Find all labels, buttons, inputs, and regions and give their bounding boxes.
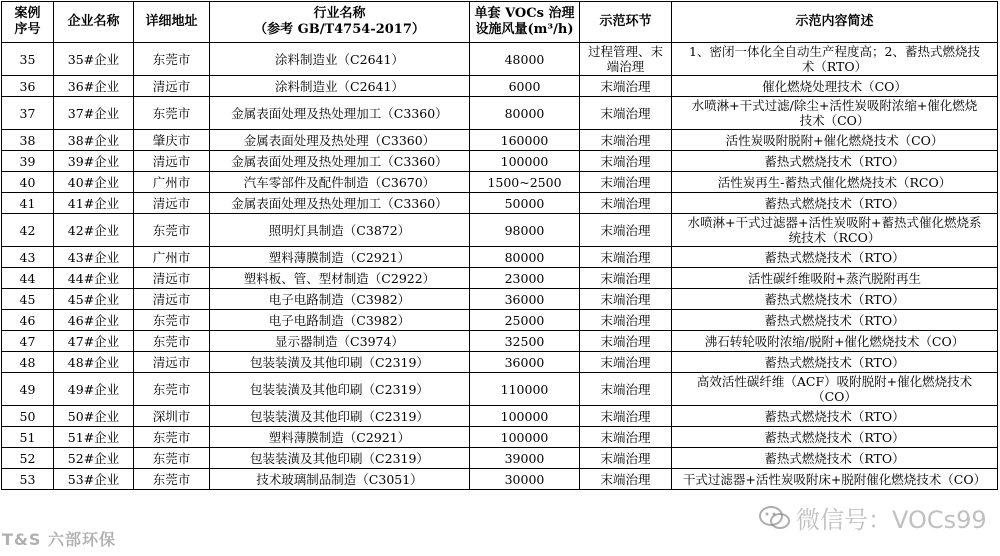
- case-no-cell: 53: [2, 469, 54, 490]
- case-no-cell: 49: [2, 373, 54, 406]
- industry-cell: 包装装潢及其他印刷（C2319）: [210, 352, 470, 373]
- wechat-icon: [758, 504, 792, 538]
- table-row: [2, 469, 998, 490]
- airflow-cell: 160000: [470, 130, 580, 151]
- company-cell: 48#企业: [54, 352, 134, 373]
- company-cell: 50#企业: [54, 406, 134, 427]
- description-cell: 蓄热式燃烧技术（RTO）: [672, 193, 998, 214]
- company-cell: 37#企业: [54, 97, 134, 130]
- stage-cell: 过程管理、末 端治理: [580, 43, 672, 76]
- address-cell: 东莞市: [134, 427, 210, 448]
- header-case-no: 案例 序号: [2, 2, 54, 43]
- industry-cell: 电子电路制造（C3982）: [210, 289, 470, 310]
- description-cell: 蓄热式燃烧技术（RTO）: [672, 448, 998, 469]
- header-company: 企业名称: [54, 2, 134, 43]
- industry-cell: 技术玻璃制品制造（C3051）: [210, 469, 470, 490]
- company-cell: 42#企业: [54, 214, 134, 247]
- company-cell: 39#企业: [54, 151, 134, 172]
- company-cell: 38#企业: [54, 130, 134, 151]
- airflow-cell: 48000: [470, 43, 580, 76]
- industry-cell: 汽车零部件及配件制造（C3670）: [210, 172, 470, 193]
- description-cell: 活性炭再生-蓄热式催化燃烧技术（RCO）: [672, 172, 998, 193]
- address-cell: 广州市: [134, 172, 210, 193]
- stage-cell: 末端治理: [580, 151, 672, 172]
- description-cell: 蓄热式燃烧技术（RTO）: [672, 151, 998, 172]
- description-cell: 蓄热式燃烧技术（RTO）: [672, 247, 998, 268]
- table-body: [2, 43, 998, 490]
- company-cell: 44#企业: [54, 268, 134, 289]
- table-row: [2, 130, 998, 151]
- voc-case-table: [1, 1, 998, 490]
- industry-cell: 电子电路制造（C3982）: [210, 310, 470, 331]
- description-cell: 水喷淋+干式过滤/除尘+活性炭吸附浓缩+催化燃烧 技术（CO）: [672, 97, 998, 130]
- stage-cell: 末端治理: [580, 76, 672, 97]
- industry-cell: 塑料薄膜制造（C2921）: [210, 427, 470, 448]
- address-cell: 清远市: [134, 352, 210, 373]
- description-cell: 蓄热式燃烧技术（RTO）: [672, 352, 998, 373]
- case-no-cell: 40: [2, 172, 54, 193]
- case-no-cell: 50: [2, 406, 54, 427]
- stage-cell: 末端治理: [580, 214, 672, 247]
- airflow-cell: 25000: [470, 310, 580, 331]
- industry-cell: 照明灯具制造（C3872）: [210, 214, 470, 247]
- company-cell: 51#企业: [54, 427, 134, 448]
- description-cell: 蓄热式燃烧技术（RTO）: [672, 289, 998, 310]
- industry-cell: 涂料制造业（C2641）: [210, 76, 470, 97]
- table-row: [2, 193, 998, 214]
- header-address: 详细地址: [134, 2, 210, 43]
- watermark-logo-text: T&S 六部环保: [2, 530, 116, 549]
- case-no-cell: 46: [2, 310, 54, 331]
- airflow-cell: 6000: [470, 76, 580, 97]
- stage-cell: 末端治理: [580, 352, 672, 373]
- description-cell: 活性碳纤维吸附+蒸汽脱附再生: [672, 268, 998, 289]
- table-row: [2, 427, 998, 448]
- description-cell: 蓄热式燃烧技术（RTO）: [672, 310, 998, 331]
- industry-cell: 涂料制造业（C2641）: [210, 43, 470, 76]
- stage-cell: 末端治理: [580, 469, 672, 490]
- company-cell: 41#企业: [54, 193, 134, 214]
- stage-cell: 末端治理: [580, 289, 672, 310]
- address-cell: 东莞市: [134, 310, 210, 331]
- case-no-cell: 39: [2, 151, 54, 172]
- industry-cell: 金属表面处理及热处理加工（C3360）: [210, 97, 470, 130]
- description-cell: 高效活性碳纤维（ACF）吸附脱附+催化燃烧技术 （CO）: [672, 373, 998, 406]
- case-no-cell: 48: [2, 352, 54, 373]
- table-row: [2, 172, 998, 193]
- airflow-cell: 80000: [470, 97, 580, 130]
- description-cell: 蓄热式燃烧技术（RTO）: [672, 427, 998, 448]
- company-cell: 53#企业: [54, 469, 134, 490]
- stage-cell: 末端治理: [580, 310, 672, 331]
- case-no-cell: 43: [2, 247, 54, 268]
- watermark-wechat-text: 微信号：VOCs99: [796, 506, 987, 534]
- table-row: [2, 43, 998, 76]
- table-row: [2, 247, 998, 268]
- address-cell: 东莞市: [134, 43, 210, 76]
- company-cell: 36#企业: [54, 76, 134, 97]
- table-row: [2, 352, 998, 373]
- airflow-cell: 100000: [470, 151, 580, 172]
- table-row: [2, 97, 998, 130]
- industry-cell: 塑料板、管、型材制造（C2922）: [210, 268, 470, 289]
- stage-cell: 末端治理: [580, 331, 672, 352]
- industry-cell: 包装装潢及其他印刷（C2319）: [210, 373, 470, 406]
- airflow-cell: 1500~2500: [470, 172, 580, 193]
- company-cell: 46#企业: [54, 310, 134, 331]
- description-cell: 水喷淋+干式过滤器+活性炭吸附+蓄热式催化燃烧系 统技术（RCO）: [672, 214, 998, 247]
- industry-cell: 金属表面处理及热处理加工（C3360）: [210, 193, 470, 214]
- company-cell: 45#企业: [54, 289, 134, 310]
- stage-cell: 末端治理: [580, 172, 672, 193]
- address-cell: 东莞市: [134, 214, 210, 247]
- company-cell: 43#企业: [54, 247, 134, 268]
- stage-cell: 末端治理: [580, 406, 672, 427]
- header-stage: 示范环节: [580, 2, 672, 43]
- case-no-cell: 36: [2, 76, 54, 97]
- description-cell: 沸石转轮吸附浓缩/脱附+催化燃烧技术（CO）: [672, 331, 998, 352]
- stage-cell: 末端治理: [580, 373, 672, 406]
- case-no-cell: 38: [2, 130, 54, 151]
- company-cell: 52#企业: [54, 448, 134, 469]
- table-row: [2, 310, 998, 331]
- stage-cell: 末端治理: [580, 247, 672, 268]
- header-description: 示范内容简述: [672, 2, 998, 43]
- stage-cell: 末端治理: [580, 130, 672, 151]
- case-no-cell: 51: [2, 427, 54, 448]
- address-cell: 肇庆市: [134, 130, 210, 151]
- airflow-cell: 100000: [470, 427, 580, 448]
- address-cell: 清远市: [134, 193, 210, 214]
- table-row: [2, 151, 998, 172]
- industry-cell: 塑料薄膜制造（C2921）: [210, 247, 470, 268]
- airflow-cell: 36000: [470, 289, 580, 310]
- airflow-cell: 110000: [470, 373, 580, 406]
- case-no-cell: 45: [2, 289, 54, 310]
- case-no-cell: 41: [2, 193, 54, 214]
- table-row: [2, 406, 998, 427]
- table-row: [2, 214, 998, 247]
- description-cell: 干式过滤器+活性炭吸附床+脱附催化燃烧技术（CO）: [672, 469, 998, 490]
- stage-cell: 末端治理: [580, 193, 672, 214]
- address-cell: 广州市: [134, 247, 210, 268]
- address-cell: 东莞市: [134, 448, 210, 469]
- address-cell: 清远市: [134, 289, 210, 310]
- address-cell: 清远市: [134, 151, 210, 172]
- address-cell: 东莞市: [134, 373, 210, 406]
- stage-cell: 末端治理: [580, 268, 672, 289]
- table-row: [2, 373, 998, 406]
- stage-cell: 末端治理: [580, 448, 672, 469]
- company-cell: 49#企业: [54, 373, 134, 406]
- industry-cell: 包装装潢及其他印刷（C2319）: [210, 406, 470, 427]
- industry-cell: 包装装潢及其他印刷（C2319）: [210, 448, 470, 469]
- airflow-cell: 39000: [470, 448, 580, 469]
- airflow-cell: 100000: [470, 406, 580, 427]
- industry-cell: 金属表面处理及热处理加工（C3360）: [210, 151, 470, 172]
- case-no-cell: 47: [2, 331, 54, 352]
- case-no-cell: 52: [2, 448, 54, 469]
- case-no-cell: 37: [2, 97, 54, 130]
- table-row: [2, 289, 998, 310]
- airflow-cell: 23000: [470, 268, 580, 289]
- stage-cell: 末端治理: [580, 97, 672, 130]
- airflow-cell: 80000: [470, 247, 580, 268]
- industry-cell: 显示器制造（C3974）: [210, 331, 470, 352]
- header-row: [2, 2, 998, 43]
- case-no-cell: 44: [2, 268, 54, 289]
- address-cell: 清远市: [134, 76, 210, 97]
- company-cell: 40#企业: [54, 172, 134, 193]
- table-row: [2, 448, 998, 469]
- stage-cell: 末端治理: [580, 427, 672, 448]
- table-row: [2, 268, 998, 289]
- description-cell: 1、密闭一体化全自动生产程度高；2、蓄热式燃烧技 术（RTO）: [672, 43, 998, 76]
- table-row: [2, 331, 998, 352]
- airflow-cell: 50000: [470, 193, 580, 214]
- watermark-wechat: [758, 500, 987, 538]
- table-row: [2, 76, 998, 97]
- company-cell: 35#企业: [54, 43, 134, 76]
- airflow-cell: 30000: [470, 469, 580, 490]
- case-no-cell: 35: [2, 43, 54, 76]
- address-cell: 东莞市: [134, 469, 210, 490]
- airflow-cell: 98000: [470, 214, 580, 247]
- description-cell: 活性炭吸附脱附+催化燃烧技术（CO）: [672, 130, 998, 151]
- address-cell: 深圳市: [134, 406, 210, 427]
- address-cell: 清远市: [134, 268, 210, 289]
- address-cell: 东莞市: [134, 331, 210, 352]
- industry-cell: 金属表面处理及热处理（C3360）: [210, 130, 470, 151]
- header-industry: 行业名称 （参考 GB/T4754-2017）: [210, 2, 470, 43]
- company-cell: 47#企业: [54, 331, 134, 352]
- address-cell: 东莞市: [134, 97, 210, 130]
- case-no-cell: 42: [2, 214, 54, 247]
- header-airflow: 单套 VOCs 治理 设施风量(m³/h): [470, 2, 580, 43]
- description-cell: 蓄热式燃烧技术（RTO）: [672, 406, 998, 427]
- airflow-cell: 36000: [470, 352, 580, 373]
- airflow-cell: 32500: [470, 331, 580, 352]
- description-cell: 催化燃烧处理技术（CO）: [672, 76, 998, 97]
